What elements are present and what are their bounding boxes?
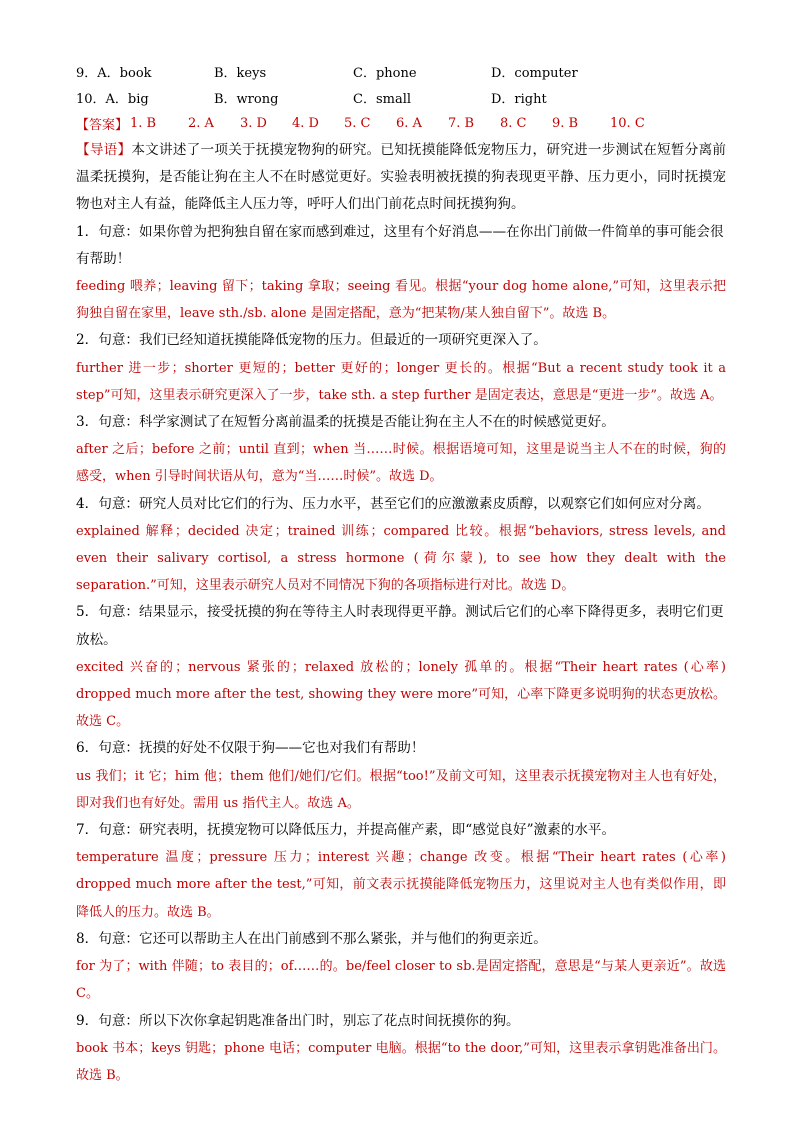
item-sentence: 4．句意：研究人员对比它们的行为、压力水平，甚至它们的应激激素皮质醇，以观察它们如何应对分离。 <box>76 495 710 512</box>
option-a: 10．A．big <box>76 91 149 107</box>
item-explanation: further 进一步；shorter 更短的；better 更好的；longer 更长的。根据“But a recent study took it a step”可知，这里表示研究更深入了一步，take sth. a step further 是固定表达，意思是“更进一步”。故选 A。 <box>76 360 726 403</box>
guide-tag: 【导语】 <box>76 142 132 158</box>
item-explanation: explained 解释；decided 决定；trained 训练；compared 比较。根据“behaviors, stress levels, and even their salivary cortisol, a stress hormone (荷尔蒙), to see how they dealt with the separation.”可知，这里表示研究人员对不同情况下狗的各项指标进行对比。故选 D。 <box>76 523 726 594</box>
explanation-item <box>76 926 726 1008</box>
option-d: D．right <box>491 91 547 107</box>
explanation-item <box>76 1008 726 1090</box>
option-d: D．computer <box>491 65 578 81</box>
explanation-item <box>76 219 726 328</box>
option-b: B．wrong <box>214 91 279 107</box>
item-sentence: 7．句意：研究表明，抚摸宠物可以降低压力，并提高催产素，即“感觉良好”激素的水平。 <box>76 822 616 839</box>
question-number: 10． <box>76 91 106 107</box>
explanation-item <box>76 817 726 926</box>
guide-text: 本文讲述了一项关于抚摸宠物狗的研究。已知抚摸能降低宠物压力，研究进一步测试在短暂分离前温柔抚摸狗，是否能让狗在主人不在时感觉更好。实验表明被抚摸的狗表现更平静、压力更小，同时抚摸宠物也对主人有益，能降低主人压力等，呼吁人们出门前花点时间抚摸狗狗。 <box>76 142 727 213</box>
explanation-item <box>76 599 726 735</box>
item-sentence: 8．句意：它还可以帮助主人在出门前感到不那么紧张，并与他们的狗更亲近。 <box>76 930 547 947</box>
guide-paragraph <box>76 137 726 219</box>
option-a: 9．A．book <box>76 65 152 81</box>
explanation-item <box>76 409 726 491</box>
item-sentence: 9．句意：所以下次你拿起钥匙准备出门时，别忘了花点时间抚摸你的狗。 <box>76 1012 520 1029</box>
options-block <box>76 58 726 110</box>
item-explanation: feeding 喂养；leaving 留下；taking 拿取；seeing 看见。根据“your dog home alone,”可知，这里表示把狗独自留在家里，leave sth./sb. alone 是固定搭配，意为“把某物/某人独自留下”。故选 B。 <box>76 279 726 322</box>
answer-item: 5. C <box>344 116 371 131</box>
document-page <box>76 58 726 1089</box>
answer-item: 9. B <box>552 116 579 131</box>
question-number: 9． <box>76 65 98 81</box>
answer-key <box>76 110 726 137</box>
item-sentence: 5．句意：结果显示，接受抚摸的狗在等待主人时表现得更平静。测试后它们的心率下降得更多，表明它们更放松。 <box>76 604 724 648</box>
explanation-item <box>76 735 726 817</box>
item-explanation: us 我们；it 它；him 他；them 他们/她们/它们。根据“too!”及前文可知，这里表示抚摸宠物对主人也有好处，即对我们也有好处。需用 us 指代主人。故选 A。 <box>76 768 726 811</box>
item-sentence: 6．句意：抚摸的好处不仅限于狗——它也对我们有帮助！ <box>76 740 425 757</box>
question-9-options <box>76 58 726 84</box>
answer-item: 6. A <box>396 116 422 131</box>
option-b: B．keys <box>214 65 267 81</box>
answer-item: 1. B <box>130 116 157 131</box>
answer-item: 8. C <box>500 116 527 131</box>
answer-item: 4. D <box>292 116 319 131</box>
item-explanation: temperature 温度；pressure 压力；interest 兴趣；change 改变。根据“Their heart rates (心率) dropped much more after the test,”可知，前文表示抚摸能降低宠物压力，这里说对主人也有类似作用，即降低人的压力。故选 B。 <box>76 850 726 920</box>
option-c: C．small <box>353 91 412 107</box>
explanation-item <box>76 491 726 600</box>
answer-item: 2. A <box>188 116 214 131</box>
option-c: C．phone <box>353 65 417 81</box>
answer-item: 7. B <box>448 116 475 131</box>
item-sentence: 3．句意：科学家测试了在短暂分离前温柔的抚摸是否能让狗在主人不在的时候感觉更好。 <box>76 414 615 431</box>
item-sentence: 1．句意：如果你曾为把狗独自留在家而感到难过，这里有个好消息——在你出门前做一件简单的事可能会很有帮助！ <box>76 223 724 267</box>
answer-item: 3. D <box>240 116 267 131</box>
item-explanation: book 书本；keys 钥匙；phone 电话；computer 电脑。根据“to the door,”可知，这里表示拿钥匙准备出门。故选 B。 <box>76 1040 726 1083</box>
answer-item: 10. C <box>610 116 645 131</box>
item-sentence: 2．句意：我们已经知道抚摸能降低宠物的压力。但最近的一项研究更深入了。 <box>76 332 547 349</box>
question-10-options <box>76 84 726 110</box>
item-explanation: for 为了；with 伴随；to 表目的；of……的。be/feel closer to sb.是固定搭配，意思是“与某人更亲近”。故选 C。 <box>76 959 726 1002</box>
item-explanation: excited 兴奋的；nervous 紧张的；relaxed 放松的；lonely 孤单的。根据“Their heart rates (心率) dropped much more after the test, showing they were more”可知，心率下降更多说明狗的状态更放松。故选 C。 <box>76 659 726 730</box>
answer-tag: 【答案】 <box>76 118 129 133</box>
explanation-item <box>76 327 726 409</box>
item-explanation: after 之后；before 之前；until 直到；when 当……时候。根据语境可知，这里是说当主人不在的时候，狗的感受，when 引导时间状语从句，意为“当……时候”。故选 D。 <box>76 442 726 485</box>
